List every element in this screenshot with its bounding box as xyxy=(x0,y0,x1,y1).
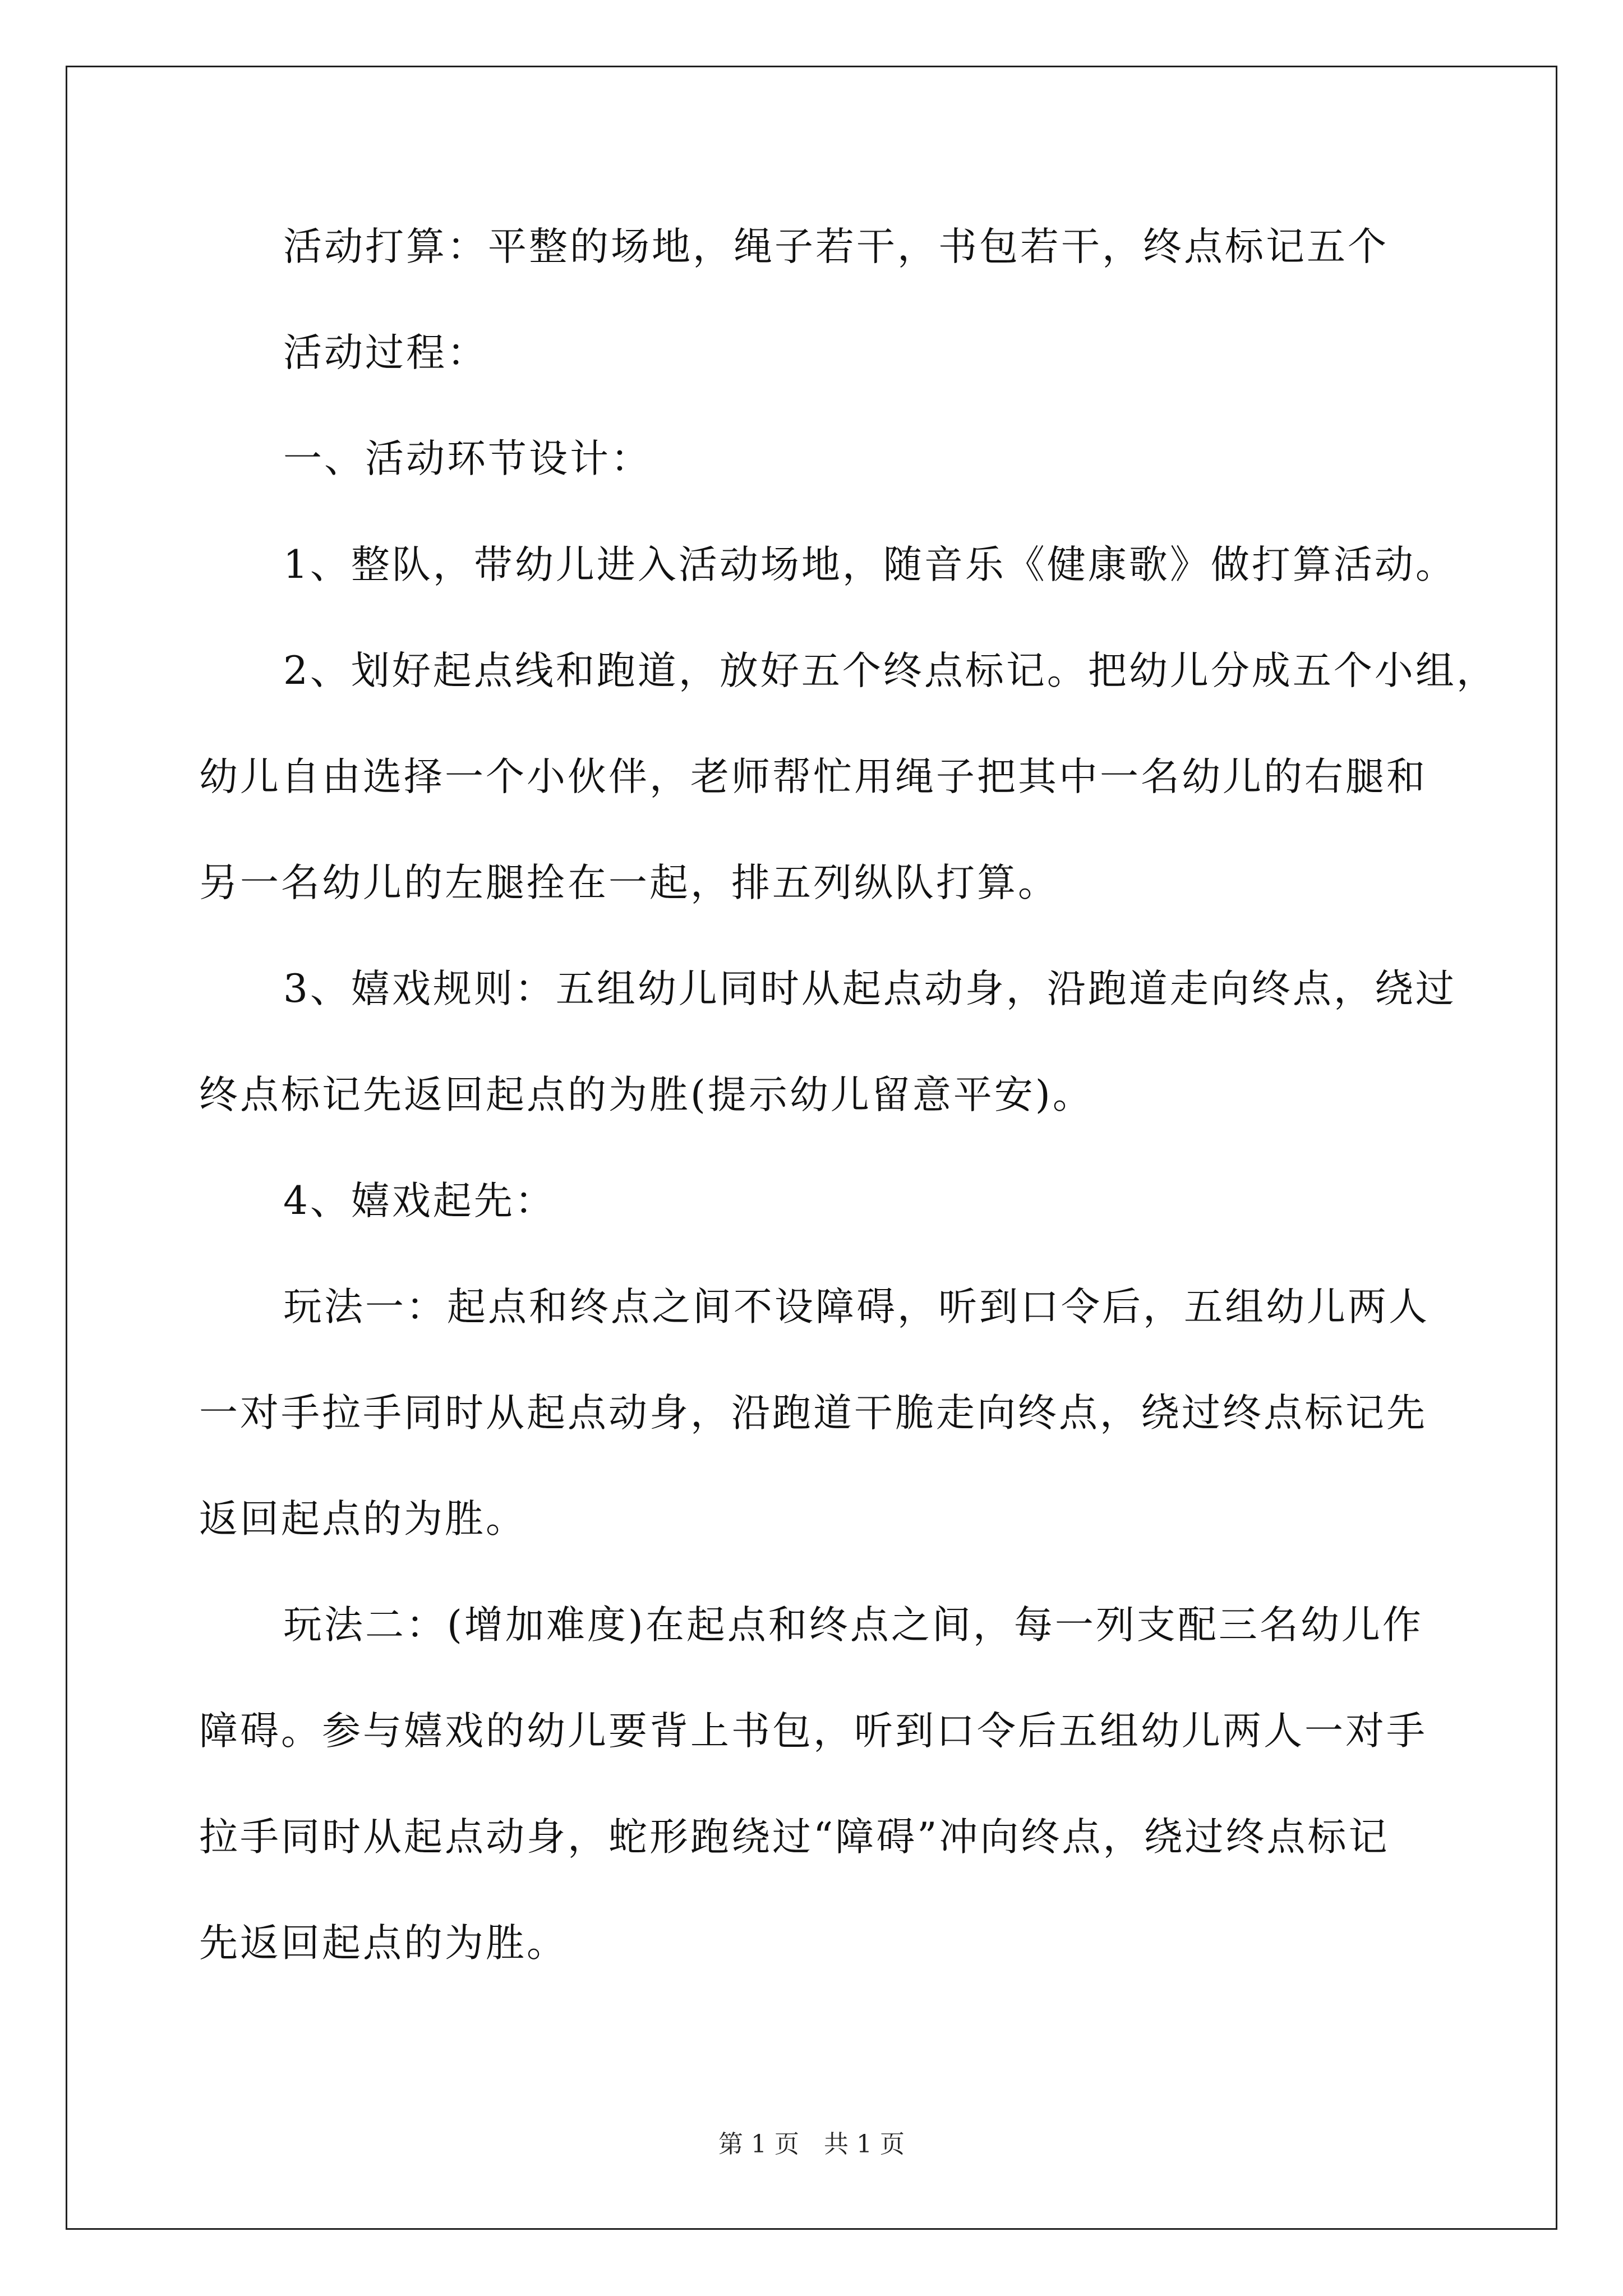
paragraph-line: 先返回起点的为胜。 xyxy=(199,1921,568,1966)
paragraph-line: 返回起点的为胜。 xyxy=(199,1497,527,1542)
paragraph-line: 幼儿自由选择一个小伙伴，老师帮忙用绳子把其中一名幼儿的右腿和 xyxy=(199,754,1427,799)
section-heading: 一、活动环节设计： xyxy=(283,436,652,481)
paragraph-line: 2、划好起点线和跑道，放好五个终点标记。把幼儿分成五个小组， xyxy=(283,648,1497,693)
paragraph-line: 终点标记先返回起点的为胜(提示幼儿留意平安)。 xyxy=(199,1073,1094,1117)
paragraph-line: 拉手同时从起点动身，蛇形跑绕过“障碍”冲向终点，绕过终点标记 xyxy=(199,1815,1390,1860)
paragraph-line: 障碍。参与嬉戏的幼儿要背上书包，听到口令后五组幼儿两人一对手 xyxy=(199,1709,1427,1754)
paragraph-line: 活动打算：平整的场地，绳子若干，书包若干，终点标记五个 xyxy=(283,224,1389,269)
paragraph-line: 玩法一：起点和终点之间不设障碍，听到口令后，五组幼儿两人 xyxy=(283,1285,1430,1329)
paragraph-line: 玩法二：(增加难度)在起点和终点之间，每一列支配三名幼儿作 xyxy=(283,1603,1423,1648)
paragraph-line: 1、整队，带幼儿进入活动场地，随音乐《健康歌》做打算活动。 xyxy=(283,542,1456,587)
paragraph-line: 活动过程： xyxy=(283,330,488,375)
page-border xyxy=(66,66,1557,2230)
paragraph-line: 3、嬉戏规则：五组幼儿同时从起点动身，沿跑道走向终点，绕过 xyxy=(283,967,1456,1011)
page-footer: 第 1 页 共 1 页 xyxy=(718,2130,905,2159)
paragraph-line: 一对手拉手同时从起点动身，沿跑道干脆走向终点，绕过终点标记先 xyxy=(199,1391,1427,1435)
paragraph-line: 4、嬉戏起先： xyxy=(283,1179,556,1223)
paragraph-line: 另一名幼儿的左腿拴在一起，排五列纵队打算。 xyxy=(199,861,1059,905)
